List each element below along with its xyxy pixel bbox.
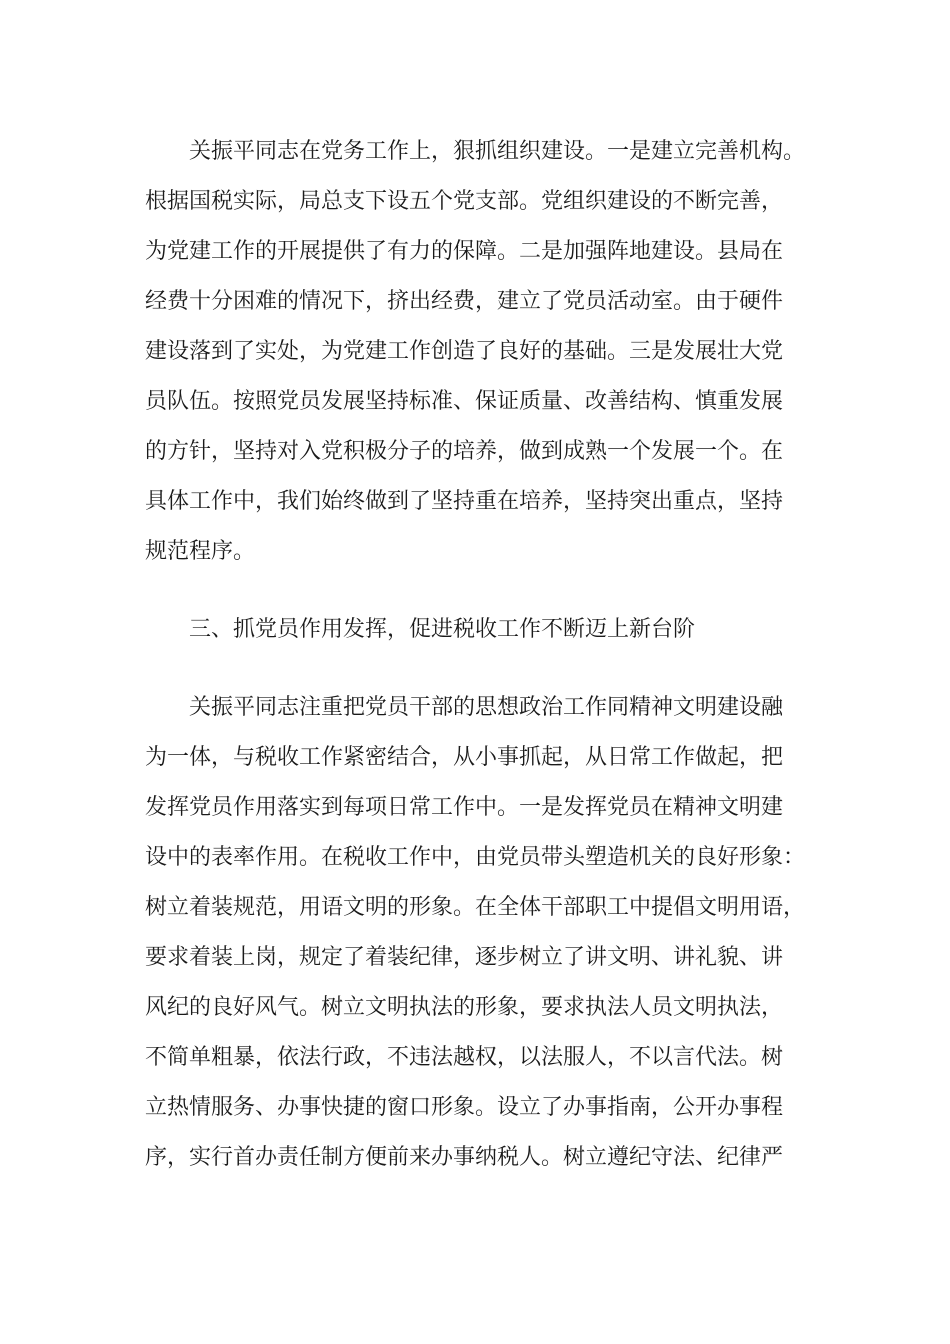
- paragraph-2-line-10: 序，实行首办责任制方便前来办事纳税人。树立遵纪守法、纪律严: [145, 1145, 784, 1170]
- paragraph-1-line-6: 员队伍。按照党员发展坚持标准、保证质量、改善结构、慎重发展: [145, 389, 784, 414]
- section-heading: 三、抓党员作用发挥，促进税收工作不断迈上新台阶: [189, 617, 696, 642]
- paragraph-1-line-1: 关振平同志在党务工作上，狠抓组织建设。一是建立完善机构。: [189, 139, 806, 164]
- paragraph-2-line-8: 不简单粗暴，依法行政，不违法越权，以法服人，不以言代法。树: [145, 1045, 784, 1070]
- paragraph-1-line-5: 建设落到了实处，为党建工作创造了良好的基础。三是发展壮大党: [145, 339, 784, 364]
- paragraph-2-line-6: 要求着装上岗，规定了着装纪律，逐步树立了讲文明、讲礼貌、讲: [145, 945, 784, 970]
- paragraph-1-line-3: 为党建工作的开展提供了有力的保障。二是加强阵地建设。县局在: [145, 239, 784, 264]
- paragraph-2-line-4: 设中的表率作用。在税收工作中，由党员带头塑造机关的良好形象：: [145, 845, 806, 870]
- paragraph-1-line-4: 经费十分困难的情况下，挤出经费，建立了党员活动室。由于硬件: [145, 289, 784, 314]
- paragraph-2-line-2: 为一体，与税收工作紧密结合，从小事抓起，从日常工作做起，把: [145, 745, 784, 770]
- paragraph-1-line-7: 的方针，坚持对入党积极分子的培养，做到成熟一个发展一个。在: [145, 439, 784, 464]
- paragraph-2-line-5: 树立着装规范，用语文明的形象。在全体干部职工中提倡文明用语，: [145, 895, 806, 920]
- paragraph-1-line-9: 规范程序。: [145, 539, 256, 564]
- paragraph-2-line-7: 风纪的良好风气。树立文明执法的形象，要求执法人员文明执法，: [145, 995, 784, 1020]
- paragraph-2-line-3: 发挥党员作用落实到每项日常工作中。一是发挥党员在精神文明建: [145, 795, 784, 820]
- paragraph-2-line-9: 立热情服务、办事快捷的窗口形象。设立了办事指南，公开办事程: [145, 1095, 784, 1120]
- paragraph-1-line-8: 具体工作中，我们始终做到了坚持重在培养，坚持突出重点，坚持: [145, 489, 784, 514]
- paragraph-1-line-2: 根据国税实际，局总支下设五个党支部。党组织建设的不断完善，: [145, 189, 784, 214]
- paragraph-2-line-1: 关振平同志注重把党员干部的思想政治工作同精神文明建设融: [189, 695, 784, 720]
